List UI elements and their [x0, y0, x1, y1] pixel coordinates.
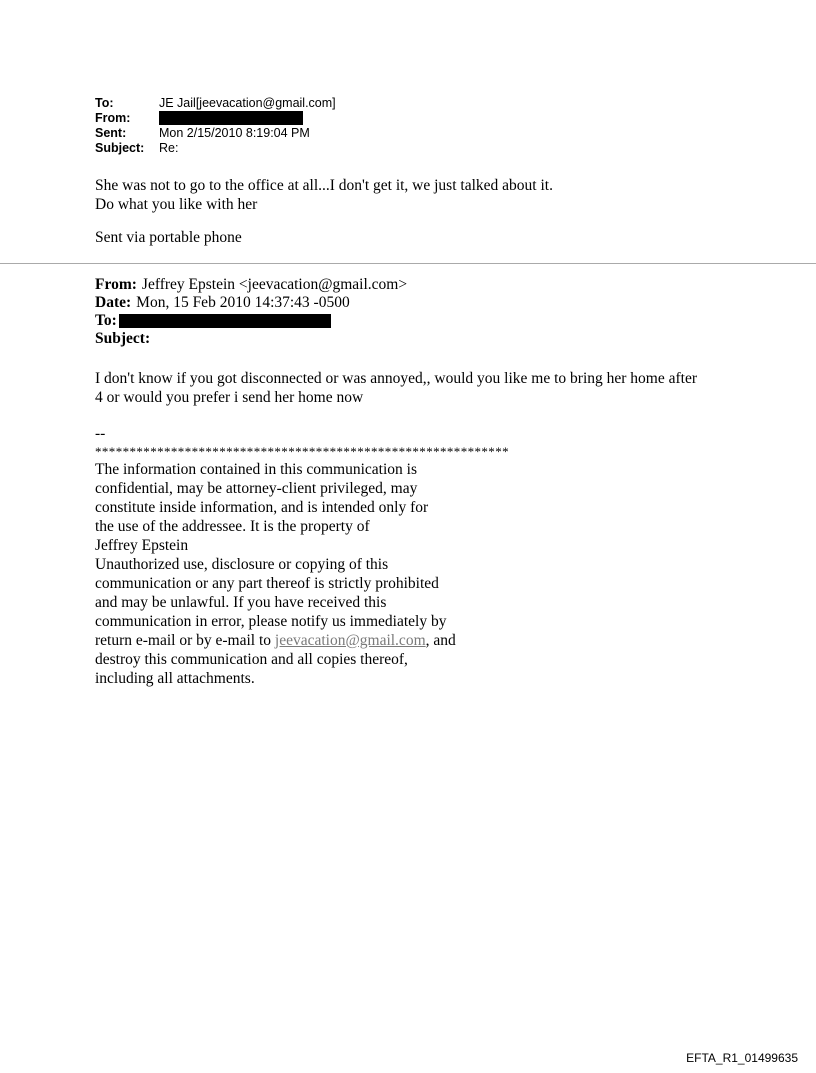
fwd-date-label: Date:: [95, 294, 132, 311]
disclaimer-link-line: [95, 631, 595, 650]
disclaimer-line: communication or any part thereof is strictly prohibited: [95, 575, 439, 592]
disclaimer-line: Jeffrey Epstein: [95, 537, 189, 554]
disclaimer-line: The information contained in this communication is: [95, 461, 417, 478]
divider: [0, 263, 816, 264]
redaction-box: [159, 111, 303, 125]
forwarded-body: [95, 369, 735, 407]
fwd-date-value: Mon, 15 Feb 2010 14:37:43 -0500: [136, 294, 350, 311]
sig-dashes: --: [95, 425, 106, 442]
forwarded-header: [95, 276, 407, 348]
to-row: [95, 96, 336, 111]
fwd-to-row: [95, 312, 407, 330]
disclaimer-line: and may be unlawful. If you have received this: [95, 594, 387, 611]
disclaimer-line: including all attachments.: [95, 670, 255, 687]
fwd-from-label: From:: [95, 276, 137, 293]
subject-label: Subject:: [95, 141, 145, 155]
reply-line-1: She was not to go to the office at all...I don't get it, we just talked about it.: [95, 177, 553, 194]
redaction-box: [119, 314, 331, 328]
email-link[interactable]: jeevacation@gmail.com: [274, 632, 426, 649]
fwd-date-row: [95, 294, 407, 312]
reply-signature: Sent via portable phone: [95, 229, 242, 246]
fwd-subject-label: Subject:: [95, 330, 151, 347]
link-suffix: , and: [425, 632, 456, 649]
disclaimer-line: confidential, may be attorney-client privileged, may: [95, 480, 418, 497]
disclaimer-line: destroy this communication and all copies thereof,: [95, 651, 408, 668]
from-row: [95, 111, 336, 126]
subject-value: Re:: [159, 141, 179, 155]
sent-row: [95, 126, 336, 141]
disclaimer-line: the use of the addressee. It is the property of: [95, 518, 370, 535]
fwd-line-2: 4 or would you prefer i send her home now: [95, 389, 364, 406]
fwd-line-1: I don't know if you got disconnected or was annoyed,, would you like me to bring her home after: [95, 370, 697, 387]
sig-stars: ************************************************************: [95, 444, 509, 459]
fwd-subject-row: [95, 330, 407, 348]
to-label: To:: [95, 96, 114, 110]
subject-row: [95, 141, 336, 156]
reply-line-2: Do what you like with her: [95, 196, 258, 213]
reply-body: [95, 176, 735, 214]
fwd-to-label: To:: [95, 312, 117, 329]
to-value: JE Jail[jeevacation@gmail.com]: [159, 96, 336, 110]
email-header: [95, 96, 336, 156]
disclaimer-line: Unauthorized use, disclosure or copying of this: [95, 556, 389, 573]
disclaimer: [95, 424, 595, 688]
from-label: From:: [95, 111, 131, 125]
fwd-from-row: [95, 276, 407, 294]
sent-value: Mon 2/15/2010 8:19:04 PM: [159, 126, 310, 140]
disclaimer-line: constitute inside information, and is intended only for: [95, 499, 429, 516]
document-id: EFTA_R1_01499635: [686, 1051, 798, 1065]
sent-label: Sent:: [95, 126, 127, 140]
link-prefix: return e-mail or by e-mail to: [95, 632, 275, 649]
disclaimer-line: communication in error, please notify us immediately by: [95, 613, 447, 630]
fwd-from-value: Jeffrey Epstein <jeevacation@gmail.com>: [141, 276, 408, 293]
